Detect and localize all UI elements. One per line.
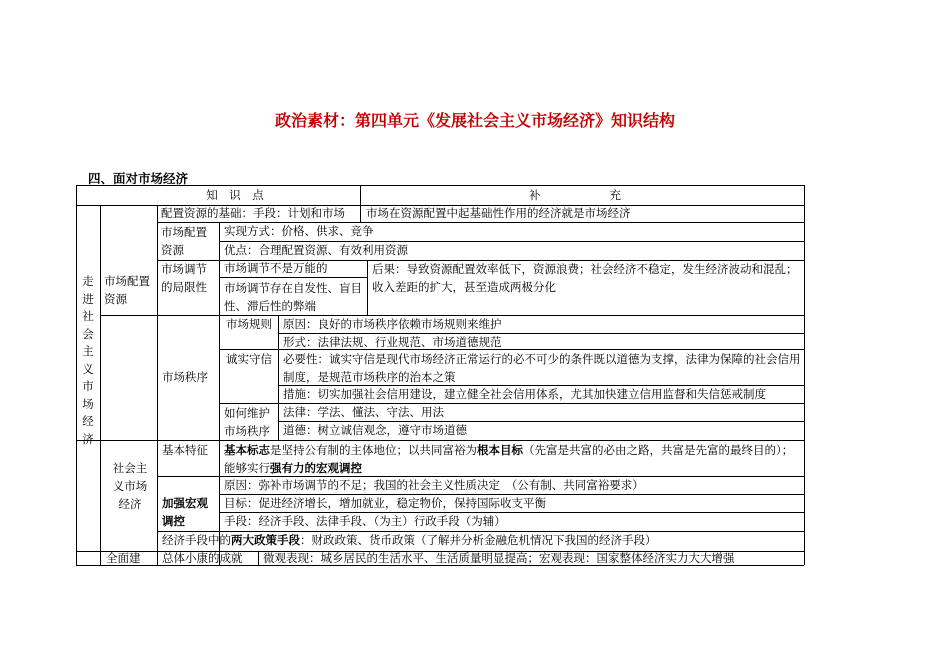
credibility-label: 诚实守信 bbox=[226, 352, 272, 366]
group-label-vertical: 走进社会主义市场经济 bbox=[82, 274, 94, 446]
row-allocation-advantage: 优点：合理配置资源、有效利用资源 bbox=[224, 243, 408, 257]
basic-features-text bbox=[224, 441, 798, 477]
row-limitation-a: 市场调节不是万能的 bbox=[224, 261, 328, 275]
macro-control-label: 加强宏观调控 bbox=[162, 496, 208, 528]
fundamental-goal-term: 根本目标 bbox=[477, 443, 523, 457]
sub-label-market-allocation: 市场配置资源 bbox=[104, 274, 150, 306]
macro-reason: 原因：弥补市场调节的不足；我国的社会主义性质决定 （公有制、共同富裕要求） bbox=[224, 478, 644, 492]
maintain-order-label: 如何维护市场秩序 bbox=[224, 406, 270, 438]
last-row-group: 全面建 bbox=[106, 551, 141, 565]
header-knowledge: 知 识 点 bbox=[206, 188, 264, 202]
row-allocation-method: 实现方式：价格、供求、竞争 bbox=[224, 224, 374, 238]
macro-control-term: 强有力的宏观调控 bbox=[270, 461, 362, 475]
row-limitation-b: 市场调节存在自发性、盲目性、滞后性的弊端 bbox=[224, 281, 362, 313]
basic-sign-term: 基本标志 bbox=[224, 443, 270, 457]
policy-tools bbox=[162, 531, 657, 549]
credibility-measures: 措施：切实加强社会信用建设，建立健全社会信用体系，尤其加快建立信用监督和失信惩戒制度 bbox=[283, 387, 766, 401]
basic-features-label: 基本特征 bbox=[162, 443, 208, 457]
row-basis-item: 配置资源的基础：手段：计划和市场 bbox=[161, 206, 345, 220]
basic-features-text-2: （先富是共富的必由之路，共富是先富的最终目的）；能够实行 bbox=[224, 443, 794, 475]
market-rules-label: 市场规则 bbox=[226, 317, 272, 331]
credibility-necessity: 必要性：诚实守信是现代市场经济正常运行的必不可少的条件既以道德为支撑，法律为保障的社会信用制度，是规范市场秩序的治本之策 bbox=[283, 352, 801, 384]
two-policy-term: 两大政策手段 bbox=[231, 533, 300, 547]
market-rules-form: 形式：法律法规、行业规范、市场道德规范 bbox=[283, 335, 502, 349]
document-title: 政治素材：第四单元《发展社会主义市场经济》知识结构 bbox=[274, 111, 675, 130]
row-basis-note: 市场在资源配置中起基础性作用的经济就是市场经济 bbox=[366, 206, 631, 220]
market-order-label: 市场秩序 bbox=[162, 370, 208, 384]
last-row-label: 总体小康的成就 bbox=[162, 551, 243, 565]
header-supplement: 补 充 bbox=[529, 188, 621, 202]
row-allocation-label: 市场配置资源 bbox=[161, 225, 207, 257]
macro-means: 手段：经济手段、法律手段、（为主）行政手段（为辅） bbox=[224, 514, 506, 528]
policy-tools-text-2: ：财政政策、货币政策（了解并分析金融危机情况下我国的经济手段） bbox=[300, 533, 657, 547]
policy-tools-text-1: 经济手段中的 bbox=[162, 533, 231, 547]
row-limitation-label: 市场调节的局限性 bbox=[161, 262, 207, 294]
sub-label-socialist-market: 社会主义市场经济 bbox=[112, 461, 148, 511]
maintain-morality: 道德：树立诚信观念，遵守市场道德 bbox=[283, 423, 467, 437]
row-limitation-note: 后果：导致资源配置效率低下，资源浪费；社会经济不稳定，发生经济波动和混乱；收入差距的扩大，甚至造成两极分化 bbox=[372, 262, 798, 294]
maintain-law: 法律：学法、懂法、守法、用法 bbox=[283, 405, 444, 419]
basic-features-text-1: 是坚持公有制的主体地位；以共同富裕为 bbox=[270, 443, 477, 457]
last-row-text: 微观表现：城乡居民的生活水平、生活质量明显提高；宏观表现：国家整体经济实力大大增强 bbox=[263, 551, 735, 565]
macro-goal: 目标：促进经济增长，增加就业，稳定物价，保持国际收支平衡 bbox=[224, 496, 546, 510]
market-rules-reason: 原因：良好的市场秩序依赖市场规则来维护 bbox=[283, 317, 502, 331]
section-heading: 四、面对市场经济 bbox=[88, 171, 189, 186]
